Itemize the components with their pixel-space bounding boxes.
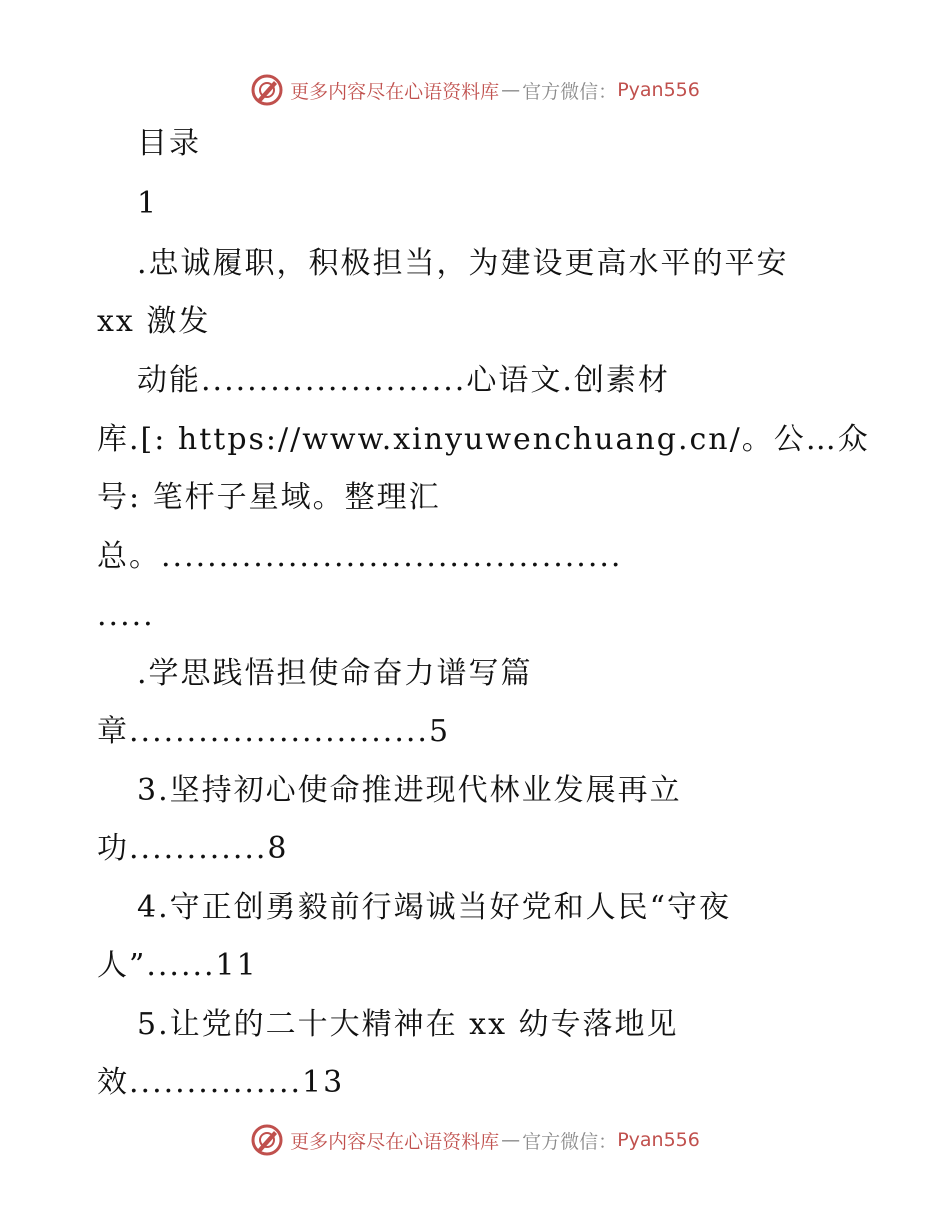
toc-line: 3.坚持初心使命推进现代林业发展再立 [137,773,682,808]
wechat-id: Pyan556 [617,1129,700,1151]
wechat-label: 官方微信： [522,80,618,103]
toc-title: 目录 [137,126,201,161]
wechat-id: Pyan556 [617,79,700,101]
banner-text: 更多内容尽在心语资料库 [290,80,500,103]
banner-dash: — [501,79,521,101]
toc-line: 效...............13 [97,1065,345,1100]
pen-logo-icon [250,1123,284,1157]
toc-line: 号: 笔杆子星域。整理汇 [97,480,441,515]
toc-line: ..... [97,598,155,633]
banner-dash: — [501,1129,521,1151]
toc-line: 人”......11 [97,948,258,983]
banner-text: 更多内容尽在心语资料库 [290,1130,500,1153]
toc-line: xx 激发 [97,304,211,339]
toc-line: .学思践悟担使命奋力谱写篇 [137,656,533,691]
toc-line: 1 [137,186,159,221]
footer-banner [0,1118,950,1162]
toc-line: .忠诚履职，积极担当，为建设更高水平的平安 [137,246,789,281]
toc-line: 章..........................5 [97,714,451,749]
toc-line: 总。........................................ [97,539,623,574]
toc-line: 动能.......................心语文.创素材 [137,363,670,398]
toc-line: 5.让党的二十大精神在 xx 幼专落地见 [137,1007,679,1042]
wechat-label: 官方微信： [522,1130,618,1153]
pen-logo-icon [250,73,284,107]
toc-line: 4.守正创勇毅前行竭诚当好党和人民“守夜 [137,890,731,925]
toc-line: 库.[: https://www.xinyuwenchuang.cn/。公…众 [97,422,870,457]
toc-line: 功............8 [97,831,289,866]
header-banner [0,68,950,112]
